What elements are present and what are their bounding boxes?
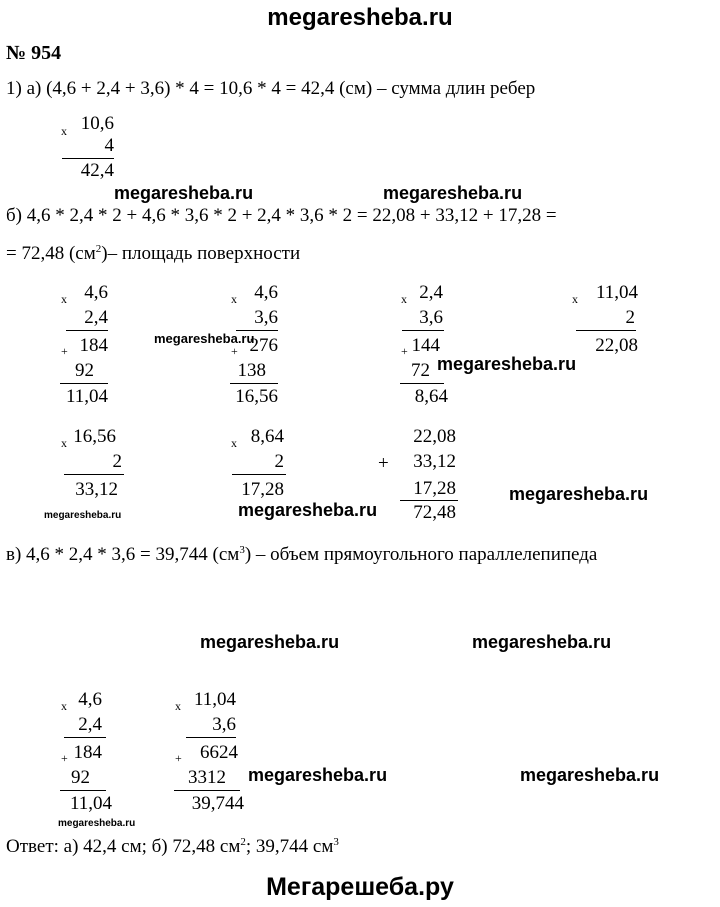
part-c-post: ) – объем прямоугольного параллелепипеда [244,544,598,565]
watermark: megaresheba.ru [200,632,340,652]
calc-row: 11,04 [69,793,112,814]
calc-row: 184 [79,335,108,356]
calc-row: 72 [411,360,430,381]
calc-c2 [172,689,244,819]
calc-row: 2,4 [78,714,102,735]
calc-row: 138 [237,360,266,381]
calc-row: 22,08 [595,335,638,356]
calc-row: 11,04 [193,689,236,710]
calc-bar [64,474,124,475]
calc-row: 17,28 [413,478,456,499]
calc-bar [400,383,444,384]
multiply-sign: x [572,292,578,306]
calc-row: 4,6 [254,282,278,303]
part-b-line1: б) 4,6 * 2,4 * 2 + 4,6 * 3,6 * 2 + 2,4 * 3,6 * 2 = 22,08 + 33,12 + 17,28 = [6,205,557,226]
calc-bar [230,383,278,384]
multiply-sign: x [231,436,237,450]
calc-bar [174,790,240,791]
calc-row: 10,6 [80,113,114,134]
multiply-sign: x [61,699,67,713]
calc-bar [576,330,636,331]
superscript: 2 [240,836,246,848]
calc-b2 [228,282,278,412]
superscript: 3 [239,544,245,556]
calc-bar [60,790,106,791]
calc-row: 16,56 [235,386,278,407]
part-c-pre: в) 4,6 * 2,4 * 3,6 = 39,744 (см [6,544,240,565]
watermark: megaresheba.ru [154,331,255,346]
calc-row: 42,4 [80,160,114,181]
calc-b7 [378,426,458,536]
watermark-top: megaresheba.ru [267,4,453,31]
calc-row: 92 [75,360,94,381]
multiply-sign: x [61,436,67,450]
calc-row: 22,08 [413,426,456,447]
part-b-line2-pre: = 72,48 (см [6,243,96,264]
calc-row: 2,4 [84,307,108,328]
calc-row: 2 [274,451,284,472]
watermark-bottom: Мегарешеба.ру [266,873,454,901]
watermark: megaresheba.ru [44,510,122,521]
multiply-sign: x [61,292,67,306]
calc-bar [186,737,236,738]
calc-b3 [398,282,448,412]
calc-bar [232,474,286,475]
calc-row: 2 [625,307,635,328]
watermark: megaresheba.ru [248,765,388,785]
plus-sign: + [61,344,68,358]
calc-row: 4,6 [78,689,102,710]
calc-bar [400,500,458,501]
calc-bar [62,158,114,159]
plus-sign: + [61,751,68,765]
calc-row: 72,48 [413,502,456,523]
watermark: megaresheba.ru [383,183,523,203]
calc-a1 [58,113,114,183]
part-c-text [6,544,597,566]
superscript: 3 [333,836,339,848]
answer-mid: ; 39,744 см [245,836,334,857]
calc-bar [60,383,108,384]
calc-row: 276 [249,335,278,356]
calc-row: 3,6 [254,307,278,328]
calc-row: 4,6 [84,282,108,303]
calc-c1 [58,689,112,819]
calc-bar [402,330,444,331]
watermark: megaresheba.ru [437,354,577,374]
calc-bar [64,737,106,738]
calc-row: 39,744 [191,793,244,814]
calc-row: 11,04 [65,386,108,407]
answer-text [6,836,339,858]
part-a-text: 1) а) (4,6 + 2,4 + 3,6) * 4 = 10,6 * 4 = 42,4 (см) – сумма длин ребер [6,78,536,99]
calc-row: 3312 [188,767,226,788]
plus-sign: + [175,751,182,765]
multiply-sign: x [175,699,181,713]
calc-row: 6624 [200,742,238,763]
calc-b5 [58,426,124,506]
calc-row: 2,4 [419,282,443,303]
part-b-line2 [6,243,300,265]
problem-number: № 954 [6,42,62,64]
watermark: megaresheba.ru [472,632,612,652]
watermark: megaresheba.ru [238,500,378,520]
multiply-sign: x [401,292,407,306]
watermark: megaresheba.ru [114,183,254,203]
calc-row: 11,04 [595,282,638,303]
watermark: megaresheba.ru [58,818,136,829]
calc-b1 [58,282,108,412]
multiply-sign: x [61,124,67,138]
multiply-sign: x [231,292,237,306]
calc-row: 17,28 [241,479,284,500]
calc-row: 8,64 [414,386,448,407]
calc-row: 33,12 [413,451,456,472]
calc-row: 8,64 [250,426,284,447]
watermark: megaresheba.ru [509,484,649,504]
plus-sign: + [231,344,238,358]
calc-row: 2 [112,451,122,472]
calc-row: 3,6 [419,307,443,328]
calc-row: 33,12 [75,479,118,500]
superscript: 2 [95,243,102,255]
calc-b6 [228,426,286,506]
calc-row: 144 [411,335,440,356]
answer-pre: Ответ: а) 42,4 см; б) 72,48 см [6,836,241,857]
plus-sign: + [401,344,408,358]
calc-row: 4 [104,135,114,156]
calc-row: 184 [73,742,102,763]
calc-row: 3,6 [212,714,236,735]
plus-sign: + [378,453,389,474]
part-b-line2-post: )– площадь поверхности [101,243,301,264]
watermark: megaresheba.ru [520,765,660,785]
calc-row: 92 [71,767,90,788]
calc-b4 [570,282,638,362]
calc-bar [66,330,108,331]
calc-row: 16,56 [73,426,116,447]
